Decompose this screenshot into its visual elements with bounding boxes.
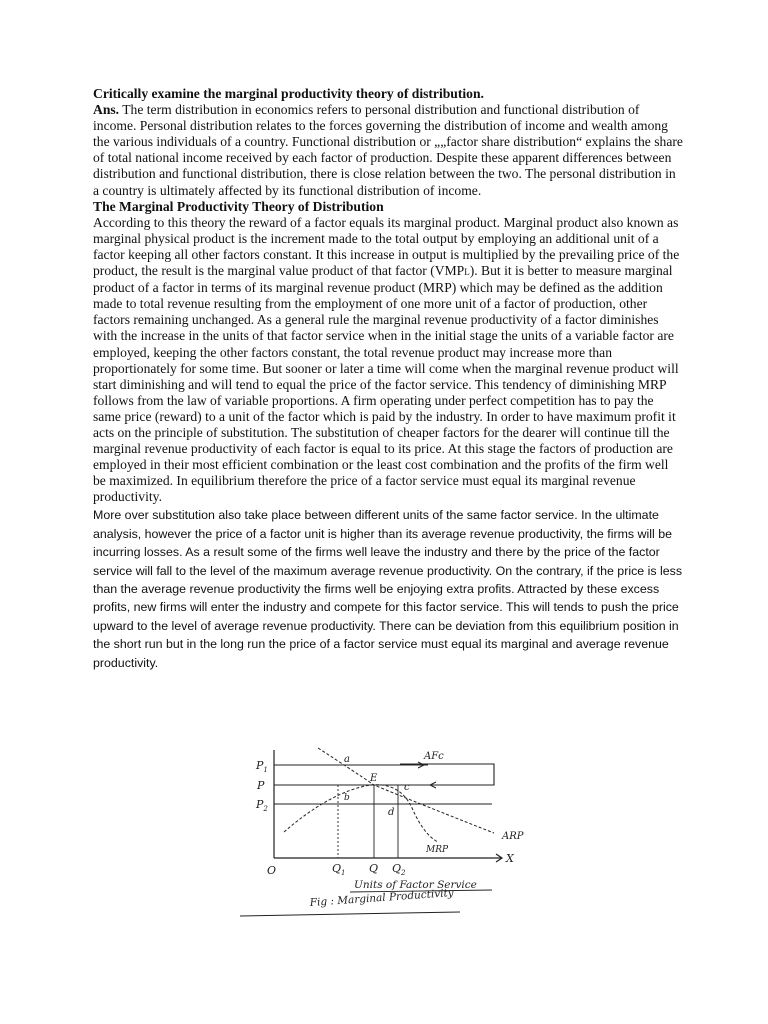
body-paragraph-1-part-a: According to this theory the reward of a factor equals its marginal product. Marginal product also known as marginal physical product is the increment made to the total output by employing an additional unit of a factor keeping all other factors constant. It this increase in output is multiplied by the prevailing price of the product, the result is the marginal value product of that factor (VMP (93, 214, 680, 279)
p2-label: $P_2$ (256, 798, 268, 813)
afc-bracket (400, 764, 494, 785)
fig-caption: Fig : Marginal Productivity (309, 886, 455, 909)
question-title: Critically examine the marginal productivity theory of distribution. (93, 86, 484, 101)
point-d-label: d (388, 807, 395, 818)
arp-label: ARP (502, 831, 524, 842)
point-b-label: b (344, 793, 350, 803)
x-axis-label: X (506, 852, 514, 865)
document-content (93, 86, 683, 672)
q-label: Q (369, 862, 379, 875)
p-label: P (257, 779, 265, 792)
body-paragraph-1 (93, 215, 683, 506)
x-caption: Units of Factor Service (354, 879, 477, 891)
mrp-label: MRP (426, 845, 449, 855)
origin-label: O (267, 864, 277, 877)
mrp-curve (284, 785, 438, 842)
question-block (93, 86, 683, 505)
fig-caption-underline (240, 912, 460, 916)
p1-label: $P_1$ (256, 759, 268, 774)
figure-drawing (240, 740, 540, 925)
q2-label: $Q_2$ (392, 862, 406, 877)
point-e-label: E (370, 773, 378, 784)
body-paragraph-2: More over substitution also take place between different units of the same factor service. In the ultimate analysis, however the price of a factor unit is higher than its average revenue productivity, the firms will be incurring losses. As a result some of the firms well leave the industry and there by the price of the factor service will fall to the level of the maximum average revenue productivity. On the contrary, if the price is less than the average revenue productivity the firms well be enjoying extra profits. Attracted by these excess profits, new firms will enter the industry and compete for this factor service. This will tends to push the price upward to the level of average revenue productivity. There can be deviation from this equilibrium position in the short run but in the long run the price of a factor service must equal its marginal and average revenue productivity. (93, 508, 683, 670)
body-paragraph-1-part-b: ). But it is better to measure marginal product of a factor in terms of its marginal revenue product (MRP) which may be defined as the addition made to total revenue resulting from the employment of one more unit of a factor of production, other factors remaining unchanged. As a general rule the marginal revenue productivity of a factor diminishes with the increase in the units of that factor service when in the initial stage the units of a variable factor are employed, keeping the other factors constant, the total revenue product may increase more than proportionately for some time. But sooner or later a time will come when the marginal revenue product will start diminishing and will tend to equal the price of the factor service. This tendency of diminishing MRP follows from the law of variable proportions. A firm operating under perfect competition has to pay the same price (reward) to a unit of the factor which is paid by the industry. In order to have maximum profit it acts on the principle of substitution. The substitution of cheaper factors for the dearer will continue till the marginal revenue productivity of each factor is equal to its price. At this stage the factors of production are employed in their most efficient combination or the least cost combination and the profits of the firm well be maximized. In equilibrium therefore the price of a factor service must equal its marginal revenue productivity. (93, 263, 679, 505)
intro-paragraph (93, 102, 683, 199)
intro-text: The term distribution in economics refers to personal distribution and functional distribution of income. Personal distribution relates to the forces governing the distribution of income and wealth among the various individuals of a country. Functional distribution or „„factor share distribution“ explains the share of total national income received by each factor of production. Despite these apparent differences between distribution and functional distribution, there is close relation between the two. The personal distribution in a country is ultimately affected by its functional distribution of income. (93, 102, 683, 198)
point-a-label: a (344, 754, 350, 765)
vmp-subscript: L (464, 267, 470, 278)
marginal-productivity-figure (240, 740, 540, 925)
point-c-label: c (404, 782, 410, 793)
afc-label: AFc (424, 751, 444, 762)
answer-label: Ans. (93, 102, 120, 118)
section-heading: The Marginal Productivity Theory of Distribution (93, 198, 384, 214)
q1-label: $Q_1$ (332, 862, 346, 877)
